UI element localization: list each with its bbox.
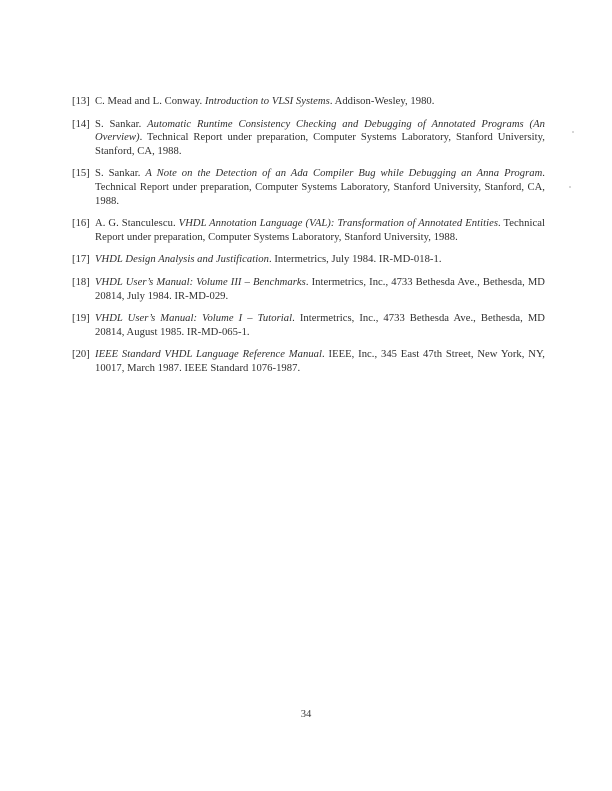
scan-speck — [569, 186, 571, 188]
reference-number: [18] — [72, 276, 90, 288]
reference-title: VHDL Design Analysis and Justification — [95, 254, 269, 266]
reference-detail: C. Mead and L. Conway. — [95, 96, 205, 107]
reference-entry — [72, 118, 545, 159]
reference-entry — [72, 253, 545, 267]
reference-detail: S. Sankar. — [95, 168, 146, 180]
scan-speck — [572, 131, 574, 133]
reference-detail: A. G. Stanculescu. — [95, 218, 179, 230]
reference-text — [95, 119, 545, 157]
reference-title: Introduction to VLSI Systems — [204, 96, 330, 107]
reference-text — [95, 349, 545, 374]
reference-number: [13] — [72, 96, 90, 107]
reference-detail: . Technical Report under preparation, Computer Systems Laboratory, Stanford University, Stanford, CA, 1988. — [95, 132, 545, 157]
reference-detail: . Intermetrics, Inc., 4733 Bethesda Ave., Bethesda, MD 20814, August 1985. IR-MD-065-1. — [95, 313, 546, 338]
reference-entry — [72, 217, 545, 244]
reference-number: [19] — [72, 313, 90, 325]
reference-detail: . Technical Report under preparation, Computer Systems Laboratory, Stanford University, 1988. — [95, 218, 545, 243]
reference-title: A Note on the Detection of an Ada Compiler Bug while Debugging an Anna Program — [145, 168, 543, 180]
reference-text — [95, 313, 545, 338]
reference-detail: . Intermetrics, July 1984. IR-MD-018-1. — [268, 254, 442, 266]
reference-text — [95, 168, 545, 206]
reference-detail: . Addison-Wesley, 1980. — [329, 96, 435, 107]
reference-entry — [72, 95, 545, 109]
reference-entry — [72, 167, 545, 208]
reference-entry — [72, 312, 545, 339]
references-list — [72, 95, 545, 385]
page-number: 34 — [300, 709, 312, 720]
reference-text — [95, 254, 442, 265]
reference-entry — [72, 276, 545, 303]
reference-title: Automatic Runtime Consistency Checking and Debugging of Annotated Programs (An Overview) — [95, 118, 545, 144]
reference-text — [95, 218, 545, 243]
reference-title: VHDL User’s Manual: Volume III – Benchmarks — [95, 276, 306, 288]
reference-text — [95, 277, 545, 302]
reference-number: [15] — [72, 168, 90, 180]
reference-number: [14] — [72, 118, 90, 130]
reference-detail: S. Sankar. — [95, 118, 148, 130]
reference-detail: . Intermetrics, Inc., 4733 Bethesda Ave., Bethesda, MD 20814, July 1984. IR-MD-029. — [95, 276, 545, 302]
reference-title: VHDL User’s Manual: Volume I – Tutorial — [95, 313, 293, 325]
reference-entry — [72, 348, 545, 375]
reference-title: VHDL Annotation Language (VAL): Transformation of Annotated Entities — [178, 218, 499, 230]
reference-text — [95, 96, 434, 107]
reference-number: [20] — [72, 349, 90, 361]
reference-number: [17] — [72, 254, 90, 266]
reference-title: IEEE Standard VHDL Language Reference Manual — [95, 349, 323, 361]
reference-detail: . IEEE, Inc., 345 East 47th Street, New York, NY, 10017, March 1987. IEEE Standard 1076-1987. — [95, 349, 545, 374]
reference-number: [16] — [72, 218, 90, 230]
reference-detail: . Technical Report under preparation, Computer Systems Laboratory, Stanford University, Stanford, CA, 1988. — [95, 168, 545, 207]
